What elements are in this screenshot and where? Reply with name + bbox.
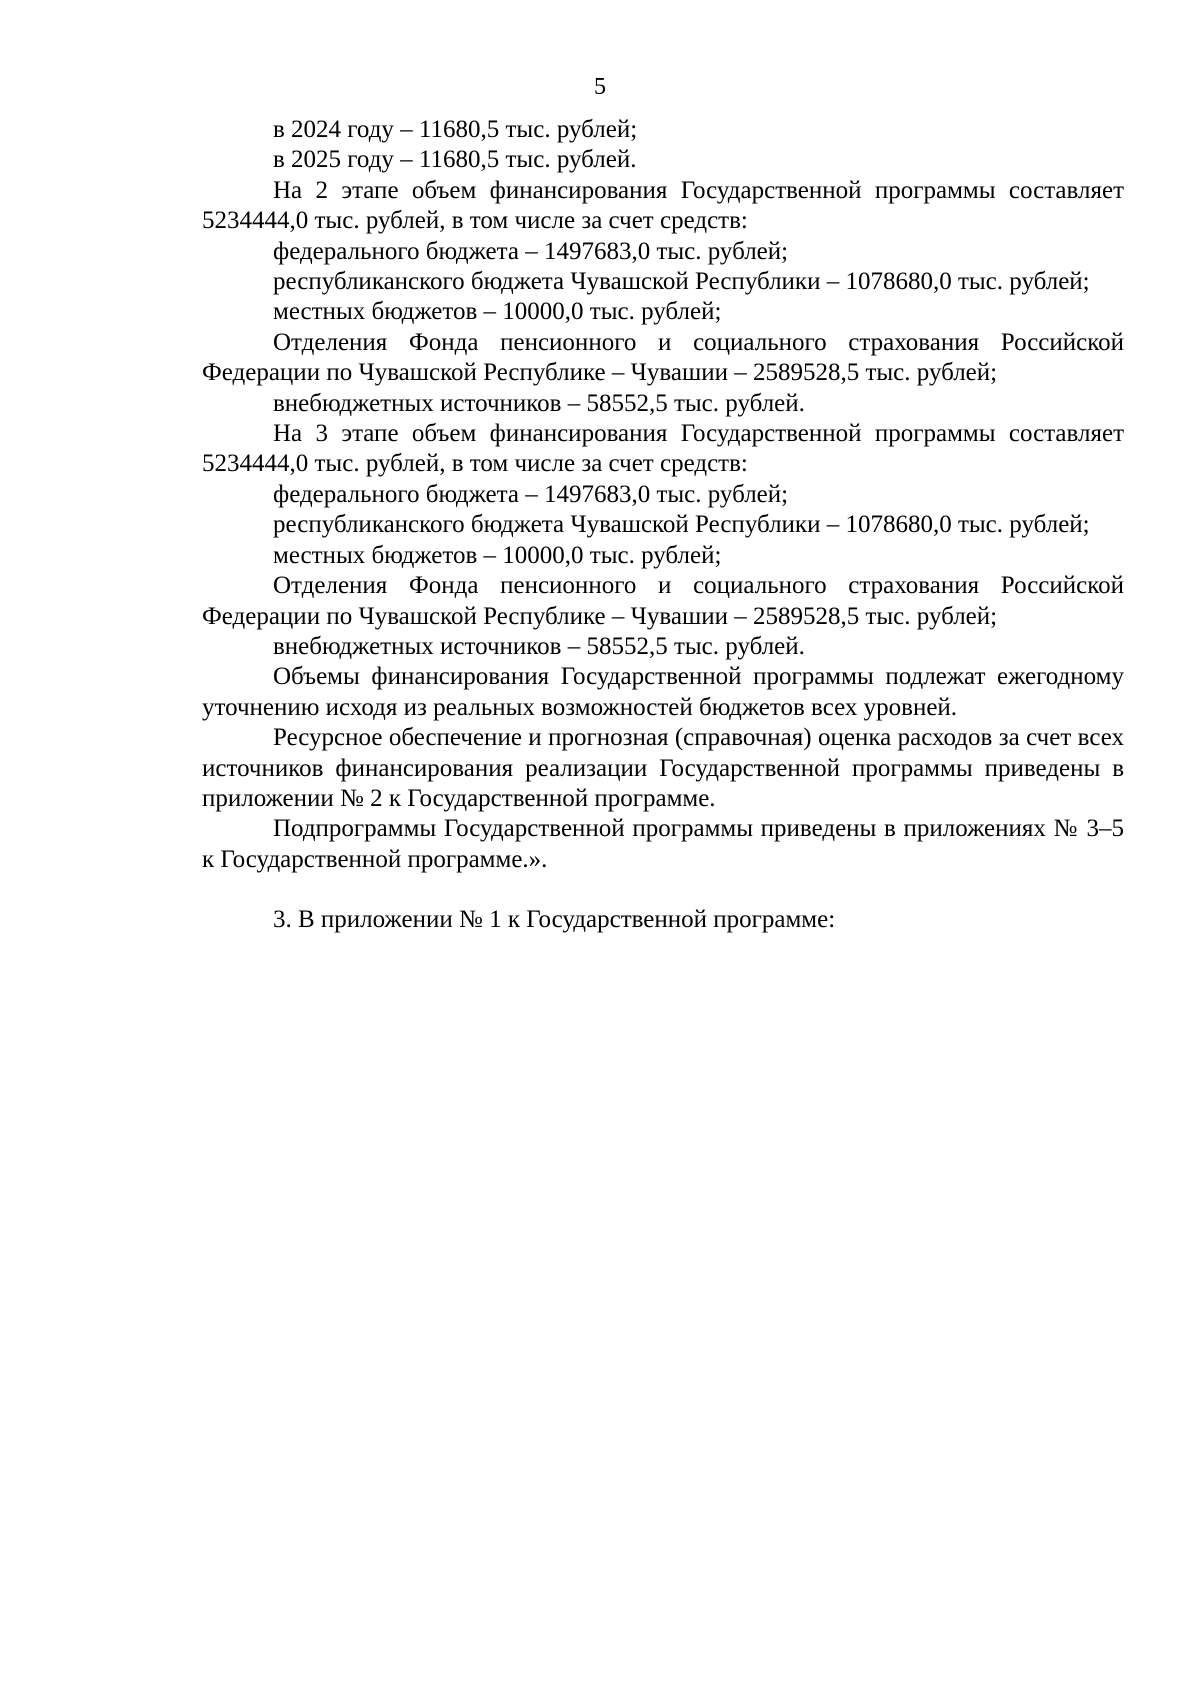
paragraph-stage-2-local: местных бюджетов – 10000,0 тыс. рублей; [273, 298, 722, 326]
paragraph-annual-adjustment: Объемы финансирования Государственной программы подлежат ежегодному уточнению исходя из реальных возможностей бюджетов всех уровней. [202, 663, 1124, 721]
paragraph-stage-3-republican: республиканского бюджета Чувашской Республики – 1078680,0 тыс. рублей; [273, 511, 1090, 539]
paragraph-stage-3-extrabudgetary: внебюджетных источников – 58552,5 тыс. рублей. [273, 632, 805, 660]
document-body [202, 115, 1124, 936]
paragraph-subprograms: Подпрограммы Государственной программы приведены в приложениях № 3–5 к Государственной программе.». [202, 815, 1124, 873]
paragraph-stage-2-pension-fund: Отделения Фонда пенсионного и социального страхования Российской Федерации по Чувашской Республике – Чувашии – 2589528,5 тыс. рублей; [202, 328, 1124, 387]
page-number: 5 [594, 74, 606, 100]
paragraph-stage-3-local: местных бюджетов – 10000,0 тыс. рублей; [273, 541, 722, 569]
paragraph-appendix-1-item: 3. В приложении № 1 к Государственной программе: [273, 906, 836, 934]
paragraph-stage-3-federal: федерального бюджета – 1497683,0 тыс. рублей; [273, 480, 789, 508]
paragraph-stage-2-federal: федерального бюджета – 1497683,0 тыс. рублей; [273, 237, 789, 265]
paragraph-2024-funding: в 2024 году – 11680,5 тыс. рублей; [273, 116, 638, 143]
paragraph-stage-2-extrabudgetary: внебюджетных источников – 58552,5 тыс. рублей. [273, 389, 805, 417]
paragraph-stage-3-total: На 3 этапе объем финансирования Государственной программы составляет 5234444,0 тыс. рублей, в том числе за счет средств: [202, 420, 1124, 478]
paragraph-2025-funding: в 2025 году – 11680,5 тыс. рублей. [273, 146, 637, 174]
paragraph-stage-2-republican: республиканского бюджета Чувашской Республики – 1078680,0 тыс. рублей; [273, 268, 1090, 296]
paragraph-resource-provision: Ресурсное обеспечение и прогнозная (справочная) оценка расходов за счет всех источников финансирования реализации Государственной программы приведены в приложении № 2 к Государственной программе. [202, 724, 1124, 812]
paragraph-stage-3-pension-fund: Отделения Фонда пенсионного и социального страхования Российской Федерации по Чувашской Республике – Чувашии – 2589528,5 тыс. рублей; [202, 572, 1124, 630]
paragraph-stage-2-total: На 2 этапе объем финансирования Государственной программы составляет 5234444,0 тыс. рублей, в том числе за счет средств: [202, 176, 1124, 235]
